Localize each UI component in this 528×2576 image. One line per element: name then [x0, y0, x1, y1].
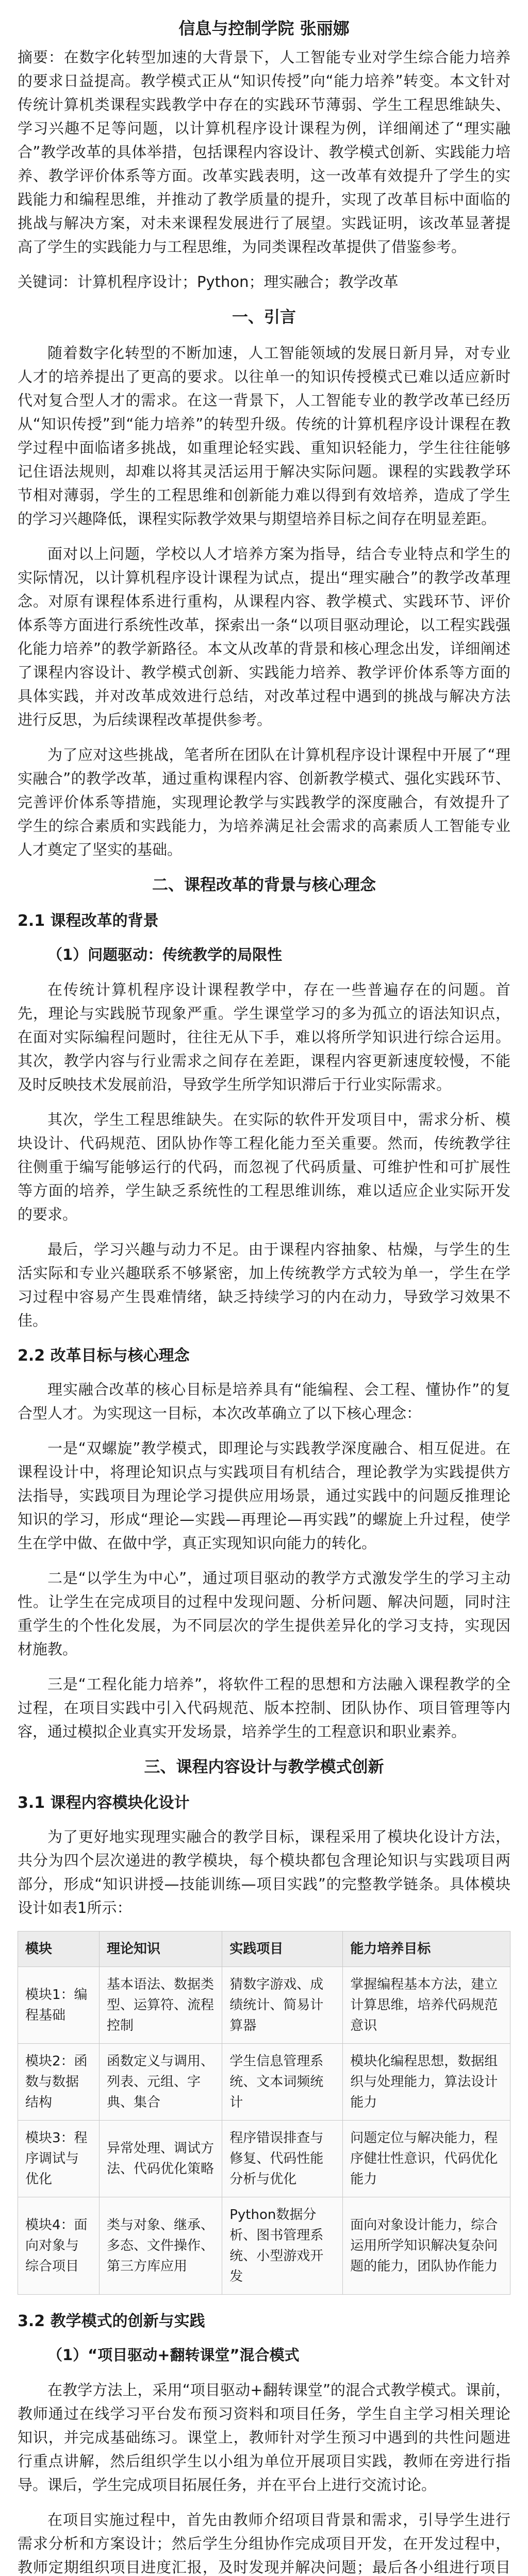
document-body — [18, 305, 510, 2576]
subsection-heading: 2.2 改革目标与核心理念 — [18, 1347, 190, 1365]
table-cell: 问题定位与解决能力，程序健壮性意识，代码优化能力 — [343, 2121, 510, 2197]
table-cell: 面向对象设计能力，综合运用所学知识解决复杂问题的能力，团队协作能力 — [343, 2197, 510, 2295]
table-cell: 掌握编程基本方法，建立计算思维，培养代码规范意识 — [343, 1967, 510, 2044]
paragraph-lead: （1）“项目驱动+翻转课堂”混合模式 — [47, 2346, 300, 2364]
paragraph: 为了应对这些挑战，笔者所在团队在计算机程序设计课程中开展了“理实融合”的教学改革，通过重构课程内容、创新教学模式、强化实践环节、完善评价体系等措施，实现理论教学与实践教学的深度融合，有效提升了学生的综合素质和实践能力，为培养满足社会需求的高素质人工智能专业人才奠定了坚实的基础。 — [18, 746, 510, 858]
table-cell: 模块2：函数与数据结构 — [18, 2044, 100, 2121]
paragraph: 其次，学生工程思维缺失。在实际的软件开发项目中，需求分析、模块设计、代码规范、团队协作等工程化能力至关重要。然而，传统教学往往侧重于编写能够运行的代码，而忽视了代码质量、可维护性和可扩展性等方面的培养，学生缺乏系统性的工程思维训练，难以适应企业实际开发的要求。 — [18, 1111, 510, 1223]
title-author: 信息与控制学院 张丽娜 — [178, 19, 350, 38]
subsection-heading: 3.2 教学模式的创新与实践 — [18, 2312, 205, 2330]
table-cell: 基本语法、数据类型、运算符、流程控制 — [100, 1967, 222, 2044]
paragraph: 在教学方法上，采用“项目驱动+翻转课堂”的混合式教学模式。课前，教师通过在线学习平台发布预习资料和项目任务，学生自主学习相关理论知识，并完成基础练习。课堂上，教师针对学生预习中遇到的共性问题进行重点讲解，然后组织学生以小组为单位开展项目实践，教师在旁进行指导。课后，学生完成项目拓展任务，并在平台上进行交流讨论。 — [18, 2381, 510, 2494]
paragraph: 在项目实施过程中，首先由教师介绍项目背景和需求，引导学生进行需求分析和方案设计；然后学生分组协作完成项目开发，在开发过程中，教师定期组织项目进度汇报，及时发现并解决问题；最后各小组进行项目 — [18, 2511, 510, 2576]
table-cell: 模块化编程思想，数据组织与处理能力，算法设计能力 — [343, 2044, 510, 2121]
table-header-cell: 实践项目 — [222, 1931, 343, 1967]
paragraph — [18, 943, 510, 967]
abstract: 摘要：在数字化转型加速的大背景下，人工智能专业对学生综合能力培养的要求日益提高。教学模式正从“知识传授”向“能力培养”转变。本文针对传统计算机类课程实践教学中存在的实践环节薄弱、学生工程思维缺失、学习兴趣不足等问题，以计算机程序设计课程为例，详细阐述了“理实融合”教学改革的具体举措，包括课程内容设计、教学模式创新、实践能力培养、教学评价体系等方面。改革实践表明，这一改革有效提升了学生的实践能力和编程思维，并推动了教学质量的提升，实现了改革目标中面临的挑战与解决方案，对未来课程发展进行了展望。实践证明，该改革显著提高了学生的实践能力与工程思维，为同类课程改革提供了借鉴参考。 — [18, 48, 510, 256]
paragraph — [18, 2343, 510, 2367]
paragraph: 二是“以学生为中心”，通过项目驱动的教学方式激发学生的学习主动性。让学生在完成项目的过程中发现问题、分析问题、解决问题，同时注重学生的个性化发展，为不同层次的学生提供差异化的学习支持，实现因材施教。 — [18, 1569, 510, 1658]
table-cell: Python数据分析、图书管理系统、小型游戏开发 — [222, 2197, 343, 2295]
paragraph: 一是“双螺旋”教学模式，即理论与实践教学深度融合、相互促进。在课程设计中，将理论知识点与实践项目有机结合，理论教学为实践提供方法指导，实践项目为理论学习提供应用场景，通过实践中的问题反推理论知识的学习，形成“理论—实践—再理论—再实践”的螺旋上升过程，使学生在学中做、在做中学，真正实现知识向能力的转化。 — [18, 1439, 510, 1552]
paragraph: 在传统计算机程序设计课程教学中，存在一些普遍存在的问题。首先，理论与实践脱节现象严重。学生课堂学习的多为孤立的语法知识点，在面对实际编程问题时，往往无从下手，难以将所学知识进行综合运用。其次，教学内容与行业需求之间存在差距，课程内容更新速度较慢，不能及时反映技术发展前沿，导致学生所学知识滞后于行业实际需求。 — [18, 981, 510, 1093]
table-cell: 模块3：程序调试与优化 — [18, 2121, 100, 2197]
table-cell: 异常处理、调试方法、代码优化策略 — [100, 2121, 222, 2197]
keywords: 关键词：计算机程序设计；Python；理实融合；教学改革 — [18, 273, 399, 291]
table-row — [18, 1967, 510, 2044]
table-header-cell: 能力培养目标 — [343, 1931, 510, 1967]
table-row — [18, 2044, 510, 2121]
module-table — [18, 1931, 510, 2295]
paragraph: 面对以上问题，学校以人才培养方案为指导，结合专业特点和学生的实际情况，以计算机程序设计课程为试点，提出“理实融合”的教学改革理念。对原有课程体系进行重构，从课程内容、教学模式、实践环节、评价体系等方面进行系统性改革，探索出一条“以项目驱动理论，以工程实践强化能力培养”的教学新路径。本文从改革的背景和核心理念出发，详细阐述了课程内容设计、教学模式创新、实践能力培养、教学评价体系等方面的具体实践，并对改革成效进行总结，对改革过程中遇到的挑战与解决方法进行反思，为后续课程改革提供参考。 — [18, 545, 510, 728]
section-heading: 二、课程改革的背景与核心理念 — [152, 876, 376, 894]
table-header-row — [18, 1931, 510, 1967]
subsection-heading: 3.1 课程内容模块化设计 — [18, 1794, 190, 1812]
paragraph: 三是“工程化能力培养”，将软件工程的思想和方法融入课程教学的全过程，在项目实践中引入代码规范、版本控制、团队协作、项目管理等内容，通过模拟企业真实开发场景，培养学生的工程意识和职业素养。 — [18, 1675, 510, 1740]
table-cell: 函数定义与调用、列表、元组、字典、集合 — [100, 2044, 222, 2121]
paragraph: 随着数字化转型的不断加速，人工智能领域的发展日新月异，对专业人才的培养提出了更高的要求。以往单一的知识传授模式已难以适应新时代对复合型人才的需求。在这一背景下，人工智能专业的教学改革已经历从“知识传授”到“能力培养”的转型升级。传统的计算机程序设计课程在教学过程中面临诸多挑战，如重理论轻实践、重知识轻能力，学生往往能够记住语法规则，却难以将其灵活运用于解决实际问题。课程的实践教学环节相对薄弱，学生的工程思维和创新能力难以得到有效培养，造成了学生的学习兴趣降低，课程实际教学效果与期望培养目标之间存在明显差距。 — [18, 344, 510, 528]
subsection-heading: 2.1 课程改革的背景 — [18, 912, 159, 930]
table-header-cell: 模块 — [18, 1931, 100, 1967]
table-cell: 类与对象、继承、多态、文件操作、第三方库应用 — [100, 2197, 222, 2295]
table-cell: 程序错误排查与修复、代码性能分析与优化 — [222, 2121, 343, 2197]
section-heading: 一、引言 — [232, 308, 296, 327]
paragraph: 为了更好地实现理实融合的教学目标，课程采用了模块化设计方法，共分为四个层次递进的教学模块，每个模块都包含理论知识与实践项目两部分，形成“知识讲授—技能训练—项目实践”的完整教学链条。具体模块设计如表1所示： — [18, 1828, 510, 1917]
table-cell: 模块1：编程基础 — [18, 1967, 100, 2044]
paragraph: 最后，学习兴趣与动力不足。由于课程内容抽象、枯燥，与学生的生活实际和专业兴趣联系不够紧密，加上传统教学方式较为单一，学生在学习过程中容易产生畏难情绪，缺乏持续学习的内在动力，导致学习效果不佳。 — [18, 1241, 510, 1329]
section-heading: 三、课程内容设计与教学模式创新 — [144, 1758, 384, 1776]
table-row — [18, 2121, 510, 2197]
table-cell: 猜数字游戏、成绩统计、简易计算器 — [222, 1967, 343, 2044]
table-row — [18, 2197, 510, 2295]
paragraph: 理实融合改革的核心目标是培养具有“能编程、会工程、懂协作”的复合型人才。为实现这一目标，本次改革确立了以下核心理念： — [18, 1381, 510, 1422]
table-cell: 学生信息管理系统、文本词频统计 — [222, 2044, 343, 2121]
paragraph-lead: （1）问题驱动：传统教学的局限性 — [47, 946, 283, 963]
table-header-cell: 理论知识 — [100, 1931, 222, 1967]
table-cell: 模块4：面向对象与综合项目 — [18, 2197, 100, 2295]
